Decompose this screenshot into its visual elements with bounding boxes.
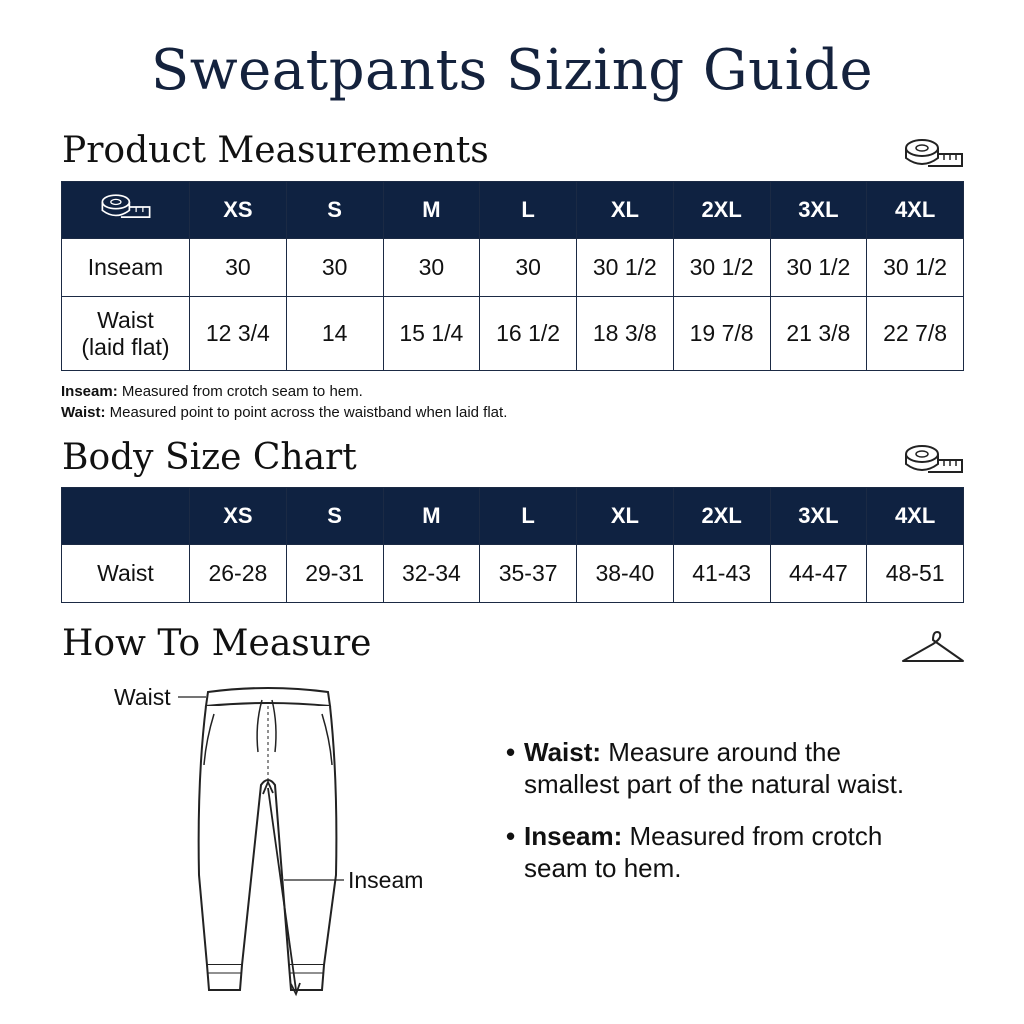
- row-label-sub: (laid flat): [81, 333, 170, 360]
- table-cell: 30: [190, 239, 287, 297]
- size-header: 4XL: [867, 488, 964, 545]
- product-measurements-heading: Product Measurements: [62, 130, 489, 171]
- size-header: 2XL: [673, 182, 770, 239]
- size-header: XS: [190, 488, 287, 545]
- body-size-chart-heading: Body Size Chart: [62, 437, 357, 478]
- size-header: S: [286, 182, 383, 239]
- table-header-row: [62, 488, 964, 545]
- table-cell: 19 7/8: [673, 297, 770, 371]
- size-header: S: [286, 488, 383, 545]
- table-cell: 18 3/8: [577, 297, 674, 371]
- blank-header: [62, 488, 190, 545]
- table-cell: 30: [383, 239, 480, 297]
- table-cell: 16 1/2: [480, 297, 577, 371]
- size-header: L: [480, 182, 577, 239]
- table-cell: 41-43: [673, 545, 770, 603]
- size-header: XL: [577, 488, 674, 545]
- diagram-label-waist: Waist: [114, 684, 171, 710]
- size-header: L: [480, 488, 577, 545]
- size-header: XS: [190, 182, 287, 239]
- note-inseam: Inseam: Measured from crotch seam to hem.: [61, 383, 363, 400]
- table-cell: 29-31: [286, 545, 383, 603]
- table-cell: 35-37: [480, 545, 577, 603]
- size-header: M: [383, 182, 480, 239]
- product-measurements-table: [61, 181, 964, 371]
- size-header: 4XL: [867, 182, 964, 239]
- hanger-icon: [900, 628, 966, 666]
- table-cell: 30 1/2: [577, 239, 674, 297]
- table-cell: 26-28: [190, 545, 287, 603]
- body-size-table: [61, 487, 964, 603]
- table-cell: 30: [480, 239, 577, 297]
- tape-measure-icon: [902, 136, 966, 172]
- size-header: 3XL: [770, 182, 867, 239]
- table-row: [62, 545, 964, 603]
- row-label-waist: [62, 297, 190, 371]
- table-cell: 30 1/2: [867, 239, 964, 297]
- table-cell: 12 3/4: [190, 297, 287, 371]
- sweatpants-diagram: [0, 670, 480, 1010]
- tape-measure-icon: [99, 191, 153, 223]
- row-label-inseam: Inseam: [62, 239, 190, 297]
- size-header: 3XL: [770, 488, 867, 545]
- table-cell: 44-47: [770, 545, 867, 603]
- table-row: [62, 239, 964, 297]
- table-cell: 30: [286, 239, 383, 297]
- table-cell: 30 1/2: [673, 239, 770, 297]
- measurement-notes: [61, 381, 507, 423]
- table-cell: 30 1/2: [770, 239, 867, 297]
- bullet-waist: • Waist: Measure around the smallest part of the natural waist.: [506, 737, 905, 799]
- measure-instructions: [506, 736, 926, 904]
- table-row: [62, 297, 964, 371]
- size-header: XL: [577, 182, 674, 239]
- table-cell: 14: [286, 297, 383, 371]
- tape-measure-cell: [62, 182, 190, 239]
- tape-measure-icon: [902, 442, 966, 478]
- how-to-measure-heading: How To Measure: [62, 623, 372, 664]
- size-header: 2XL: [673, 488, 770, 545]
- table-cell: 38-40: [577, 545, 674, 603]
- table-cell: 32-34: [383, 545, 480, 603]
- bullet-inseam: • Inseam: Measured from crotch seam to hem.: [506, 821, 883, 883]
- row-label-waist: Waist: [62, 545, 190, 603]
- table-cell: 48-51: [867, 545, 964, 603]
- page-title: Sweatpants Sizing Guide: [150, 38, 874, 103]
- diagram-label-inseam: Inseam: [348, 867, 424, 893]
- table-header-row: [62, 182, 964, 239]
- note-waist: Waist: Measured point to point across the waistband when laid flat.: [61, 404, 508, 421]
- table-cell: 21 3/8: [770, 297, 867, 371]
- table-cell: 22 7/8: [867, 297, 964, 371]
- size-header: M: [383, 488, 480, 545]
- table-cell: 15 1/4: [383, 297, 480, 371]
- row-label-main: Waist: [97, 306, 154, 333]
